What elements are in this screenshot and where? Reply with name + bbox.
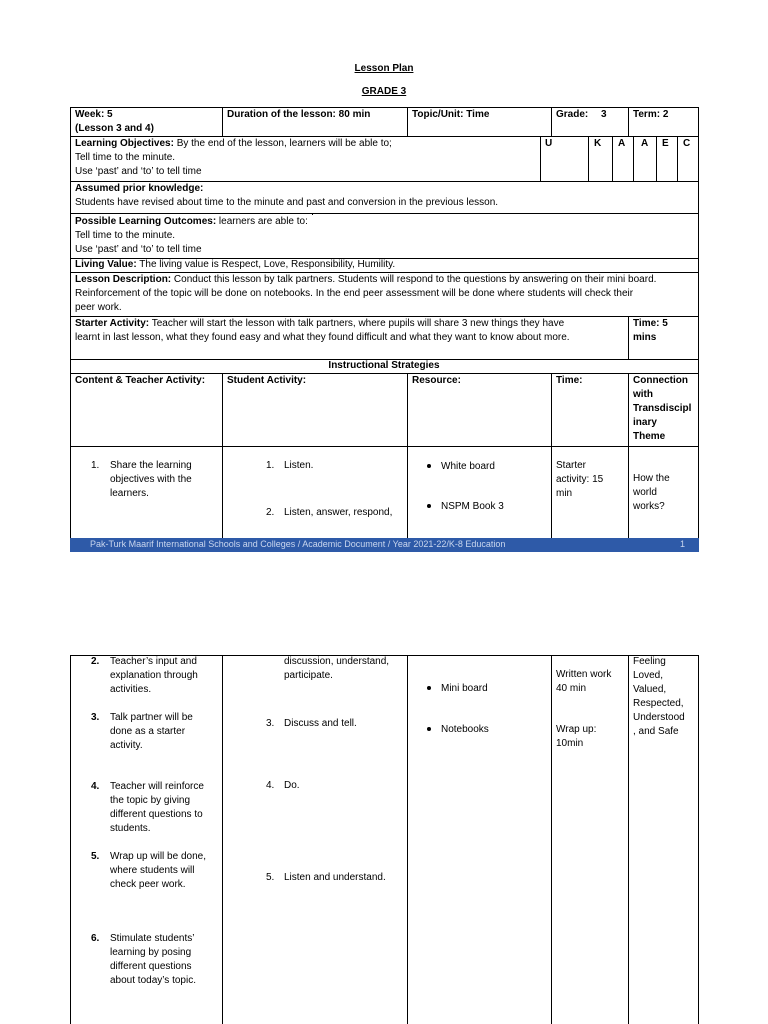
- col-theme: Connection with Transdiscipl inary Theme: [633, 375, 692, 442]
- grade-value: 3: [601, 109, 607, 120]
- starter-time-unit: mins: [633, 332, 657, 343]
- code-a1: A: [618, 138, 626, 149]
- footer-text: Pak-Turk Maarif International Schools and Colleges / Academic Document / Year 2021-22/K-8 Education: [90, 539, 506, 549]
- objectives-heading: Learning Objectives: By the end of the lesson, learners will be able to;: [75, 138, 392, 149]
- col-resource: Resource:: [412, 375, 461, 386]
- theme-feeling-loved: Feeling Loved, Valued, Respected, Understood , and Safe: [633, 656, 685, 737]
- teacher-step-5: Wrap up will be done, where students will check peer work.: [110, 851, 206, 890]
- student-step-2-continued: discussion, understand, participate.: [284, 656, 390, 681]
- student-step-2: Listen, answer, respond,: [284, 507, 393, 518]
- objective-1: Tell time to the minute.: [75, 152, 176, 163]
- code-k: K: [594, 138, 602, 149]
- starter-activity-time: Starter activity: 15 min: [556, 460, 604, 499]
- code-a2: A: [641, 138, 649, 149]
- student-step-1-num: 1.: [266, 460, 275, 471]
- teacher-step-1-num: 1.: [91, 460, 100, 471]
- theme-how-world-works: How the world works?: [633, 473, 670, 512]
- living-value: Living Value: The living value is Respect, Love, Responsibility, Humility.: [75, 259, 396, 270]
- teacher-step-4: Teacher will reinforce the topic by giving different questions to students.: [110, 781, 204, 834]
- code-u: U: [545, 138, 553, 149]
- resource-notebooks: Notebooks: [427, 723, 489, 737]
- resource-mini-board: Mini board: [427, 682, 488, 696]
- resource-whiteboard: White board: [427, 460, 495, 474]
- lesson-number: (Lesson 3 and 4): [75, 123, 154, 134]
- outcome-1: Tell time to the minute.: [75, 230, 176, 241]
- student-step-4-num: 4.: [266, 780, 275, 791]
- teacher-step-5-num: 5.: [91, 851, 100, 862]
- student-step-4: Do.: [284, 780, 300, 791]
- student-step-3: Discuss and tell.: [284, 718, 357, 729]
- lesson-description: Lesson Description: Conduct this lesson by talk partners. Students will respond to the questions by answering on their mini board.: [75, 274, 657, 285]
- student-step-5: Listen and understand.: [284, 872, 386, 883]
- teacher-step-1: Share the learning objectives with the learners.: [110, 460, 192, 499]
- grade-label: Grade:: [556, 109, 589, 120]
- resource-book: NSPM Book 3: [427, 500, 504, 514]
- wrap-up-time: Wrap up: 10min: [556, 724, 597, 749]
- student-step-2-num: 2.: [266, 507, 275, 518]
- student-step-5-num: 5.: [266, 872, 275, 883]
- col-teacher-activity: Content & Teacher Activity:: [75, 375, 206, 386]
- starter-activity-line2: learnt in last lesson, what they found easy and what they found difficult and what they want to know about more.: [75, 332, 570, 343]
- topic: Topic/Unit: Time: [412, 109, 490, 120]
- written-work-time: Written work 40 min: [556, 669, 612, 694]
- page-number: 1: [680, 539, 686, 549]
- teacher-step-6-num: 6.: [91, 933, 100, 944]
- teacher-step-6: Stimulate students’ learning by posing different questions about today’s topic.: [110, 933, 196, 986]
- starter-time: Time: 5: [633, 318, 668, 329]
- duration: Duration of the lesson: 80 min: [227, 109, 371, 120]
- col-time: Time:: [556, 375, 583, 386]
- teacher-step-3-num: 3.: [91, 712, 100, 723]
- teacher-step-2-num: 2.: [91, 656, 100, 667]
- teacher-step-4-num: 4.: [91, 781, 100, 792]
- lesson-description-line3: peer work.: [75, 302, 122, 313]
- code-c: C: [683, 138, 691, 149]
- teacher-step-2: Teacher’s input and explanation through activities.: [110, 656, 198, 695]
- starter-activity: Starter Activity: Teacher will start the lesson with talk partners, where pupils will share 3 new things they have: [75, 318, 565, 329]
- objective-2: Use ‘past’ and ‘to’ to tell time: [75, 166, 202, 177]
- outcome-2: Use ‘past’ and ‘to’ to tell time: [75, 244, 202, 255]
- col-student-activity: Student Activity:: [227, 375, 307, 386]
- outcomes-heading: Possible Learning Outcomes: learners are able to:: [75, 216, 308, 227]
- prior-knowledge-text: Students have revised about time to the minute and past and conversion in the previous lesson.: [75, 197, 499, 208]
- teacher-step-3: Talk partner will be done as a starter activity.: [110, 712, 193, 751]
- week-label: Week: 5: [75, 109, 113, 120]
- code-e: E: [662, 138, 669, 149]
- student-step-3-num: 3.: [266, 718, 275, 729]
- lesson-description-line2: Reinforcement of the topic will be done on notebooks. In the end peer assessment will be done where students will check their: [75, 288, 634, 299]
- student-step-1: Listen.: [284, 460, 314, 471]
- page-title: Lesson Plan: [354, 63, 414, 74]
- term: Term: 2: [633, 109, 669, 120]
- prior-knowledge-label: Assumed prior knowledge:: [75, 183, 204, 194]
- strategies-title: Instructional Strategies: [328, 360, 440, 371]
- grade-heading: GRADE 3: [361, 86, 407, 97]
